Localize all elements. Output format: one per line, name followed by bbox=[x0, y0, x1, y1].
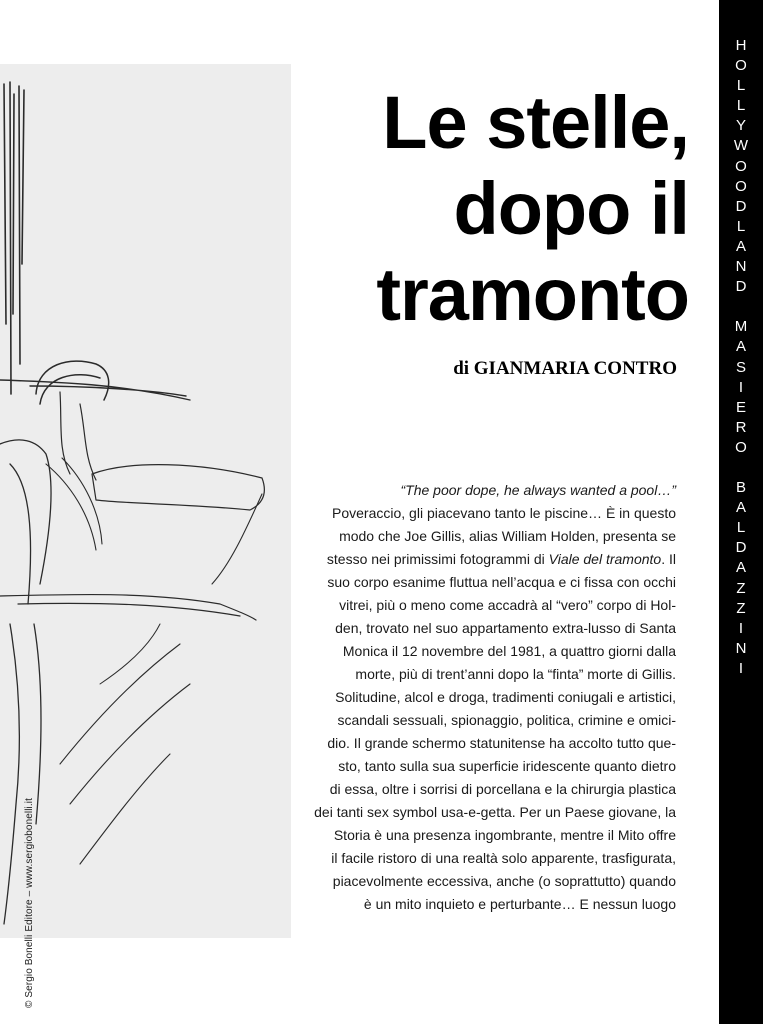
title-line: dopo il bbox=[453, 167, 689, 250]
sidebar-letter: A bbox=[735, 237, 746, 255]
article-title bbox=[289, 80, 689, 338]
body-text: stesso nei primissimi fotogrammi di bbox=[326, 551, 549, 567]
sidebar-letter: L bbox=[736, 97, 746, 115]
copyright-notice: © Sergio Bonelli Editore – www.sergiobonelli.it bbox=[24, 798, 35, 1008]
title-line: Le stelle, bbox=[382, 81, 689, 164]
body-line: Monica il 12 novembre del 1981, a quattro giorni dalla bbox=[342, 643, 676, 659]
body-line: sto, tanto sulla sua superficie iridescente quanto dietro bbox=[338, 758, 676, 774]
body-line: den, trovato nel suo appartamento extra-lusso di Santa bbox=[335, 620, 676, 636]
sidebar-letter bbox=[731, 458, 751, 478]
body-line: dei tanti sex symbol usa-e-getta. Per un Paese giovane, la bbox=[314, 804, 676, 820]
series-sidebar-text bbox=[731, 36, 751, 679]
body-line: Solitudine, alcol e droga, tradimenti coniugali e artistici, bbox=[335, 689, 676, 705]
sidebar-letter: I bbox=[738, 659, 744, 677]
title-line: tramonto bbox=[376, 253, 689, 336]
sidebar-letter: N bbox=[735, 258, 747, 276]
sidebar-letter: I bbox=[738, 619, 744, 637]
sidebar-letter: R bbox=[735, 418, 747, 436]
body-line: Poveraccio, gli piacevano tanto le piscine… È in questo bbox=[332, 505, 676, 521]
series-sidebar bbox=[719, 0, 763, 1024]
sidebar-letter: O bbox=[735, 438, 747, 456]
sidebar-letter: B bbox=[735, 479, 746, 497]
opening-quote: “The poor dope, he always wanted a pool…” bbox=[400, 482, 676, 498]
body-line bbox=[304, 548, 676, 571]
sidebar-letter: N bbox=[735, 639, 747, 657]
sidebar-letter: O bbox=[735, 157, 747, 175]
body-line: suo corpo esanime fluttua nell’acqua e ci fissa con occhi bbox=[327, 574, 676, 590]
sidebar-letter: D bbox=[735, 197, 747, 215]
sidebar-letter: M bbox=[734, 318, 748, 336]
sidebar-letter: L bbox=[736, 217, 746, 235]
sidebar-letter: E bbox=[735, 398, 746, 416]
sidebar-letter: A bbox=[735, 559, 746, 577]
sidebar-letter: Z bbox=[736, 579, 746, 597]
sidebar-letter: Y bbox=[735, 117, 746, 135]
body-line: morte, più di trent’anni dopo la “finta” morte di Gillis. bbox=[355, 666, 676, 682]
sidebar-letter: L bbox=[736, 519, 746, 537]
body-line: di essa, oltre i sorrisi di porcellana e la chirurgia plastica bbox=[329, 781, 676, 797]
sidebar-letter: D bbox=[735, 539, 747, 557]
sketch-illustration bbox=[0, 64, 291, 938]
sidebar-letter: I bbox=[738, 378, 744, 396]
body-line: piacevolmente eccessiva, anche (o soprattutto) quando bbox=[332, 873, 676, 889]
body-line: scandali sessuali, spionaggio, politica, crimine e omici- bbox=[337, 712, 676, 728]
sidebar-letter: S bbox=[735, 358, 746, 376]
sidebar-letter: W bbox=[733, 137, 749, 155]
body-line: dio. Il grande schermo statunitense ha accolto tutto que- bbox=[327, 735, 676, 751]
film-title: Viale del tramonto bbox=[548, 551, 662, 567]
sidebar-letter: O bbox=[735, 57, 747, 75]
sidebar-letter: D bbox=[735, 278, 747, 296]
body-line: il facile ristoro di una realtà solo apparente, trasfigurata, bbox=[331, 850, 676, 866]
author-byline: di GIANMARIA CONTRO bbox=[453, 358, 677, 379]
body-line: Storia è una presenza ingombrante, mentre il Mito offre bbox=[333, 827, 676, 843]
pencil-sketch-image bbox=[0, 64, 291, 938]
body-line: modo che Joe Gillis, alias William Holden, presenta se bbox=[339, 528, 676, 544]
sidebar-letter: H bbox=[735, 37, 747, 54]
body-line: è un mito inquieto e perturbante… E nessun luogo bbox=[363, 896, 676, 912]
sidebar-letter: Z bbox=[736, 599, 746, 617]
body-text: . Il bbox=[661, 551, 676, 567]
sidebar-letter: O bbox=[735, 177, 747, 195]
body-line: vitrei, più o meno come accadrà al “vero” corpo di Hol- bbox=[339, 597, 676, 613]
sidebar-letter bbox=[731, 297, 751, 317]
sidebar-letter: A bbox=[735, 338, 746, 356]
article-body bbox=[304, 479, 676, 916]
sidebar-letter: A bbox=[735, 499, 746, 517]
sidebar-letter: L bbox=[736, 77, 746, 95]
